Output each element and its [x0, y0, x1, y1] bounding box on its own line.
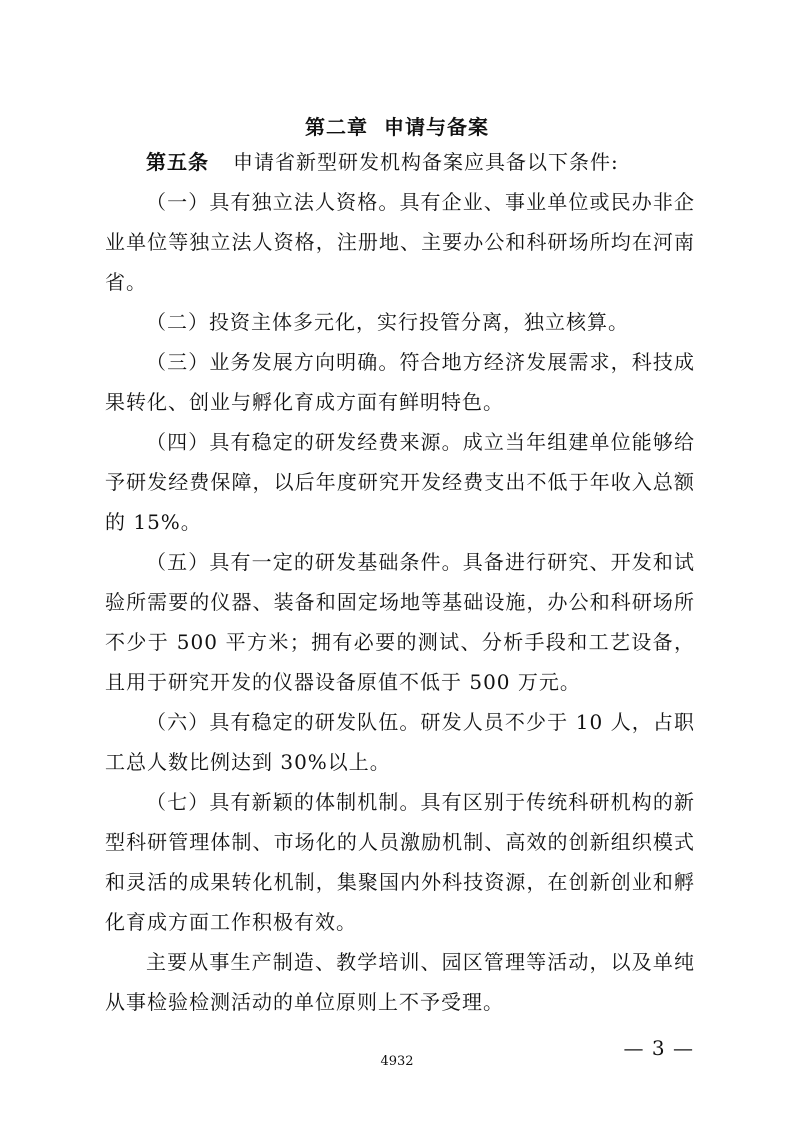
condition-item-2: （二）投资主体多元化，实行投管分离，独立核算。 — [146, 310, 629, 334]
condition-item-1: （一）具有独立法人资格。具有企业、事业单位或民办非企业单位等独立法人资格，注册地、主要办公和科研场所均在河南省。 — [105, 190, 695, 294]
condition-item-5: （五）具有一定的研发基础条件。具备进行研究、开发和试验所需要的仪器、装备和固定场地等基础设施，办公和科研场所不少于 500 平方米；拥有必要的测试、分析手段和工艺设备，且用于研究开发的仪器设备原值不低于 500 万元。 — [105, 550, 695, 694]
condition-item-3: （三）业务发展方向明确。符合地方经济发展需求，科技成果转化、创业与孵化育成方面有鲜明特色。 — [105, 350, 695, 414]
document-body — [105, 142, 695, 1022]
article-intro-paragraph — [105, 142, 695, 182]
closing-paragraph: 主要从事生产制造、教学培训、园区管理等活动，以及单纯从事检验检测活动的单位原则上不予受理。 — [105, 950, 695, 1014]
chapter-title: 第二章 申请与备案 — [305, 115, 489, 139]
article-label: 第五条 — [146, 150, 209, 174]
condition-item-7: （七）具有新颖的体制机制。具有区别于传统科研机构的新型科研管理体制、市场化的人员激励机制、高效的创新组织模式和灵活的成果转化机制，集聚国内外科技资源，在创新创业和孵化育成方面工作积极有效。 — [105, 790, 695, 934]
condition-item-6: （六）具有稳定的研发队伍。研发人员不少于 10 人，占职工总人数比例达到 30%以上。 — [105, 710, 695, 774]
page-number: — 3 — — [623, 1036, 694, 1060]
article-intro-text: 申请省新型研发机构备案应具备以下条件: — [233, 150, 619, 174]
condition-item-4: （四）具有稳定的研发经费来源。成立当年组建单位能够给予研发经费保障，以后年度研究开发经费支出不低于年收入总额的 15%。 — [105, 430, 695, 534]
document-code: 4932 — [380, 1054, 414, 1069]
